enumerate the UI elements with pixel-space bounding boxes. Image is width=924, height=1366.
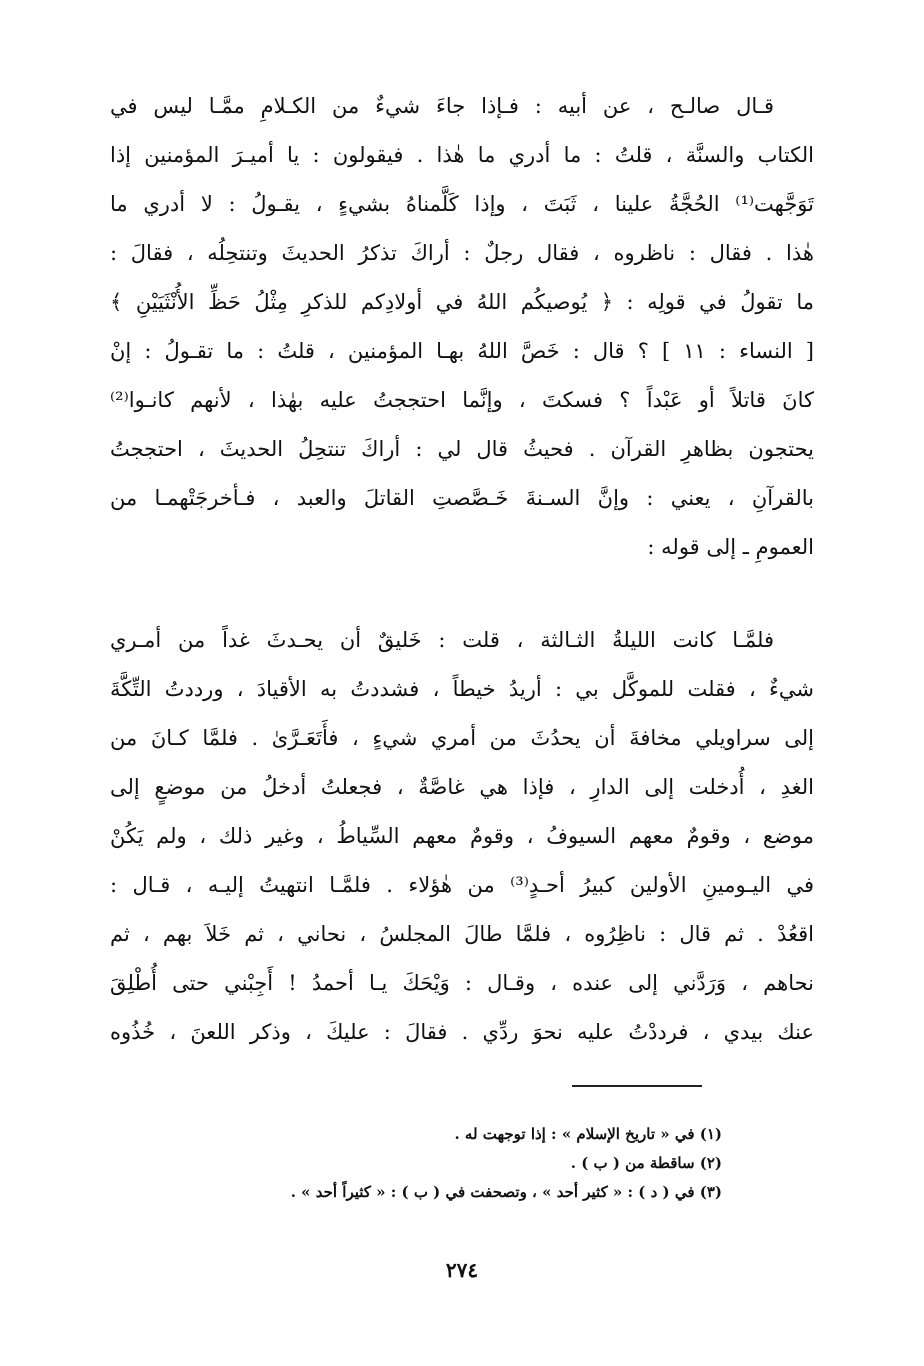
text-line: في اليـومينِ الأولين كبيرُ أحـدٍ⁽³⁾ من هٰؤلاء . فلمَّـا انتهيتُ إليـه ، قـال :	[110, 873, 814, 897]
text-line: اقعُدْ . ثم قال : ناظِرُوه ، فلمَّا طالَ المجلسُ ، نحاني ، ثم خَلاَ بهم ، ثم	[110, 922, 814, 946]
page-number: ٢٧٤	[445, 1258, 479, 1282]
text-line: الكتاب والسنَّة ، قلتُ : ما أدري ما هٰذا . فيقولون : يا أميـرَ المؤمنين إذا	[110, 143, 814, 167]
text-line: يحتجون بظاهرِ القرآن . فحيثُ قال لي : أراكَ تنتحِلُ الحديثَ ، احتججتُ	[110, 437, 814, 461]
text-line: هٰذا . فقال : ناظروه ، فقال رجلٌ : أراكَ تذكرُ الحديثَ وتنتحِلُه ، فقالَ :	[110, 241, 814, 265]
text-line: بالقرآنِ ، يعني : وإنَّ السـنةَ خَـصَّصتِ القاتلَ والعبد ، فـأخرجَتْهمـا من	[110, 486, 814, 510]
footnote-1: (١) في « تاريخ الإسلام » : إذا توجهت له .	[454, 1125, 722, 1143]
text-line: كانَ قاتلاً أو عَبْداً ؟ فسكتَ ، وإنَّما احتججتُ عليه بهٰذا ، لأنهم كانـوا⁽²⁾	[110, 388, 814, 412]
main-text	[110, 82, 814, 1057]
paragraph-1	[110, 82, 814, 572]
footnote-3: (٣) في ( د ) : « كثير أحد » ، وتصحفت في ( ب ) : « كثيراً أحد » .	[290, 1183, 722, 1201]
text-line: عنك بيدي ، فرددْتُ عليه نحوَ ردِّي . فقالَ : عليكَ ، وذكر اللعنَ ، خُذُوه	[110, 1020, 814, 1044]
text-line: فلمَّـا كانت الليلةُ الثـالثة ، قلت : خَليقٌ أن يحـدثَ غداً من أمـري	[110, 628, 774, 652]
text-line: [ النساء : ١١ ] ؟ قال : خَصَّ اللهُ بهـا المؤمنين ، قلتُ : ما تقـولُ : إنْ	[110, 339, 814, 363]
text-line: إلى سراويلي مخافةَ أن يحدُثَ من أمري شيءٍ ، فأَتَعَـرَّىٰ . فلمَّا كـانَ من	[110, 726, 814, 750]
text-line: ما تقولُ في قولِه : ﴿ يُوصيكُم اللهُ في أولادِكم للذكرِ مِثْلُ حَظِّ الأُنْثَيَيْنِ ﴾	[110, 290, 814, 314]
text-line: قـال صالـح ، عن أبيه : فـإذا جاءَ شيءٌ من الكـلامِ ممَّـا ليس في	[110, 94, 774, 118]
footnote-divider	[572, 1085, 702, 1087]
text-line: شيءٌ ، فقلت للموكَّل بي : أريدُ خيطاً ، فشددتُ به الأقيادَ ، ورددتُ التِّكَّةَ	[110, 677, 814, 701]
text-line: نحاهم ، وَرَدَّني إلى عنده ، وقـال : وَيْحَكَ يـا أحمدُ ! أَجِبْني حتى أُطْلِقَ	[110, 971, 814, 995]
footnote-2: (٢) ساقطة من ( ب ) .	[570, 1154, 722, 1172]
text-line: تَوَجَّهت⁽¹⁾ الحُجَّةُ علينا ، ثَبَتَ ، وإذا كَلَّمناهُ بشيءٍ ، يقـولُ : لا أدري ما	[110, 192, 814, 216]
paragraph-2	[110, 616, 814, 1057]
text-line: موضع ، وقومٌ معهم السيوفُ ، وقومٌ معهم السِّياطُ ، وغير ذلك ، ولم يَكُنْ	[110, 824, 814, 848]
text-line: العمومِ ـ إلى قوله :	[647, 535, 814, 559]
text-line: الغدِ ، أُدخلت إلى الدارِ ، فإذا هي غاصَّةٌ ، فجعلتُ أدخلُ من موضعٍ إلى	[110, 775, 814, 799]
footnotes	[110, 1120, 722, 1207]
